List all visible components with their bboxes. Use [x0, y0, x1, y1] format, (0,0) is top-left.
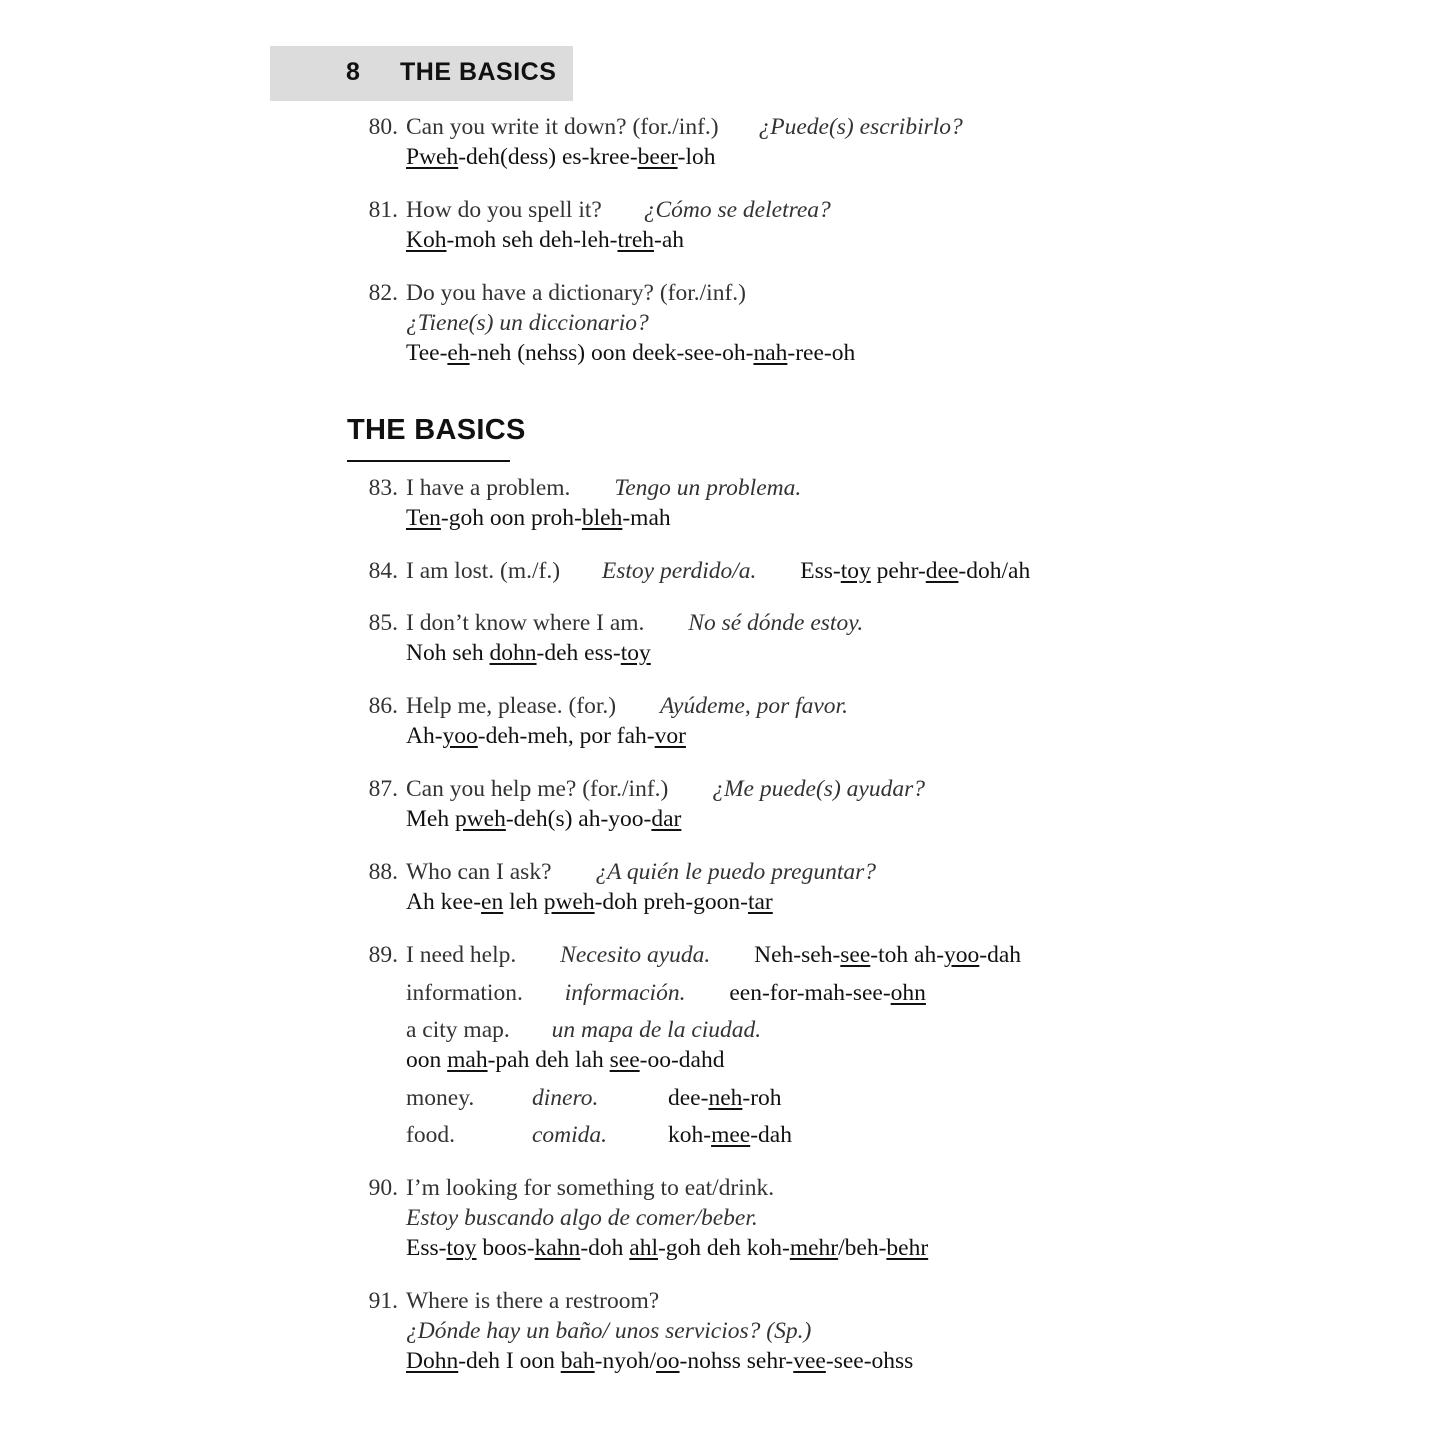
- entry-91: [368, 1286, 660, 1316]
- stressed-syllable: treh: [617, 227, 655, 253]
- pronunciation: Koh-moh seh deh-leh-treh-ah: [406, 227, 685, 253]
- english-phrase: Can you write it down? (for./inf.): [406, 114, 719, 140]
- stressed-syllable: tar: [747, 889, 773, 915]
- spanish-phrase: comida.: [532, 1122, 608, 1148]
- pronunciation-line: [406, 225, 684, 255]
- pronunciation: een-for-mah-see-ohn: [729, 980, 926, 1006]
- english-phrase: information.: [406, 980, 523, 1006]
- pronunciation-line: [406, 1045, 724, 1075]
- pronunciation: koh-mee-dah: [668, 1122, 792, 1148]
- entry-89: [368, 940, 1022, 970]
- stressed-syllable: behr: [886, 1235, 929, 1261]
- entry-85: [368, 608, 864, 638]
- pronunciation-line: [406, 1233, 928, 1263]
- spanish-phrase: ¿Tiene(s) un diccionario?: [406, 310, 649, 336]
- pronunciation: Neh-seh-see-toh ah-yoo-dah: [754, 942, 1022, 968]
- english-phrase: How do you spell it?: [406, 197, 602, 223]
- entry-number: 88.: [368, 859, 398, 885]
- spanish-phrase: ¿A quién le puedo preguntar?: [595, 859, 877, 885]
- pronunciation: Ess-toy boos-kahn-doh ahl-goh deh koh-mehr/beh-behr: [406, 1235, 929, 1261]
- stressed-syllable: Koh: [406, 227, 447, 253]
- pronunciation-line: [406, 338, 855, 368]
- section-heading: THE BASICS: [347, 414, 526, 446]
- entry-number: 83.: [368, 475, 398, 501]
- spanish-phrase: No sé dónde estoy.: [688, 610, 864, 636]
- spanish-phrase: un mapa de la ciudad.: [551, 1017, 762, 1043]
- entry-82: [368, 278, 746, 308]
- spanish-phrase: dinero.: [532, 1085, 599, 1111]
- spanish-line: [406, 1316, 811, 1346]
- entry-88: [368, 857, 877, 887]
- entry-number: 86.: [368, 693, 398, 719]
- heading-underline: [347, 460, 510, 462]
- stressed-syllable: see: [840, 942, 871, 968]
- spanish-phrase: Necesito ayuda.: [560, 942, 711, 968]
- spanish-phrase: ¿Dónde hay un baño/ unos servicios? (Sp.): [406, 1318, 812, 1344]
- entry-81: [368, 195, 831, 225]
- stressed-syllable: yoo: [944, 942, 980, 968]
- pronunciation: Meh pweh-deh(s) ah-yoo-dar: [406, 806, 682, 832]
- pronunciation: Ah-yoo-deh-meh, por fah-vor: [406, 723, 686, 749]
- stressed-syllable: dohn: [489, 640, 537, 666]
- spanish-phrase: Estoy perdido/a.: [601, 558, 757, 584]
- english-phrase: I’m looking for something to eat/drink.: [406, 1175, 775, 1201]
- stressed-syllable: eh: [447, 340, 470, 366]
- pronunciation: Pweh-deh(dess) es-kree-beer-loh: [406, 144, 716, 170]
- english-phrase: I am lost. (m./f.): [406, 558, 561, 584]
- entry-number: 89.: [368, 942, 398, 968]
- stressed-syllable: nah: [753, 340, 788, 366]
- stressed-syllable: Pweh: [406, 144, 459, 170]
- english-phrase: Where is there a restroom?: [406, 1288, 660, 1314]
- pronunciation: dee-neh-roh: [668, 1085, 782, 1111]
- stressed-syllable: dee: [925, 558, 959, 584]
- entry-87: [368, 774, 925, 804]
- stressed-syllable: vor: [654, 723, 686, 749]
- english-phrase: a city map.: [406, 1017, 510, 1043]
- entry-number: 87.: [368, 776, 398, 802]
- stressed-syllable: neh: [708, 1085, 743, 1111]
- page-number: 8: [346, 58, 360, 86]
- entry-80: [368, 112, 963, 142]
- entry-number: 84.: [368, 558, 398, 584]
- running-header-title: THE BASICS: [400, 58, 557, 86]
- stressed-syllable: see: [609, 1047, 640, 1073]
- entry-number: 82.: [368, 280, 398, 306]
- stressed-syllable: ohn: [890, 980, 926, 1006]
- english-phrase: Do you have a dictionary? (for./inf.): [406, 280, 746, 306]
- entry-86: [368, 691, 848, 721]
- stressed-syllable: dar: [651, 806, 682, 832]
- stressed-syllable: bah: [560, 1348, 595, 1374]
- stressed-syllable: vee: [793, 1348, 826, 1374]
- stressed-syllable: kahn: [534, 1235, 581, 1261]
- english-phrase: Who can I ask?: [406, 859, 552, 885]
- spanish-phrase: Tengo un problema.: [614, 475, 802, 501]
- english-phrase: Help me, please. (for.): [406, 693, 617, 719]
- entry-89-variant-money: [406, 1083, 782, 1113]
- english-phrase: I need help.: [406, 942, 517, 968]
- spanish-phrase: ¿Me puede(s) ayudar?: [712, 776, 925, 802]
- english-phrase: money.: [406, 1085, 475, 1111]
- pronunciation: Ten-goh oon proh-bleh-mah: [406, 505, 671, 531]
- entry-89-variant-city-map: [406, 1015, 761, 1045]
- pronunciation: Ah kee-en leh pweh-doh preh-goon-tar: [406, 889, 773, 915]
- entry-number: 85.: [368, 610, 398, 636]
- entry-90: [368, 1173, 775, 1203]
- stressed-syllable: toy: [840, 558, 871, 584]
- entry-number: 81.: [368, 197, 398, 223]
- running-header: [270, 46, 573, 101]
- english-phrase: food.: [406, 1122, 455, 1148]
- entry-84: [368, 556, 1031, 586]
- stressed-syllable: oo: [656, 1348, 680, 1374]
- stressed-syllable: mee: [711, 1122, 751, 1148]
- stressed-syllable: mah: [447, 1047, 488, 1073]
- spanish-phrase: información.: [564, 980, 686, 1006]
- pronunciation: Dohn-deh I oon bah-nyoh/oo-nohss sehr-vee-see-ohss: [406, 1348, 914, 1374]
- pronunciation: Tee-eh-neh (nehss) oon deek-see-oh-nah-ree-oh: [406, 340, 856, 366]
- stressed-syllable: bleh: [581, 505, 623, 531]
- spanish-line: [406, 308, 649, 338]
- spanish-phrase: ¿Puede(s) escribirlo?: [758, 114, 963, 140]
- english-phrase: I have a problem.: [406, 475, 571, 501]
- spanish-phrase: ¿Cómo se deletrea?: [643, 197, 831, 223]
- entry-89-variant-information: [406, 978, 926, 1008]
- pronunciation-line: [406, 887, 773, 917]
- entry-number: 90.: [368, 1175, 398, 1201]
- stressed-syllable: beer: [637, 144, 678, 170]
- pronunciation-line: [406, 1346, 913, 1376]
- entry-83: [368, 473, 802, 503]
- stressed-syllable: Dohn: [406, 1348, 459, 1374]
- stressed-syllable: ahl: [629, 1235, 658, 1261]
- stressed-syllable: pweh: [543, 889, 595, 915]
- pronunciation-line: [406, 638, 651, 668]
- stressed-syllable: yoo: [442, 723, 478, 749]
- stressed-syllable: toy: [620, 640, 651, 666]
- spanish-phrase: Estoy buscando algo de comer/beber.: [406, 1205, 758, 1231]
- spanish-line: [406, 1203, 758, 1233]
- pronunciation: oon mah-pah deh lah see-oo-dahd: [406, 1047, 725, 1073]
- english-phrase: I don’t know where I am.: [406, 610, 645, 636]
- spanish-phrase: Ayúdeme, por favor.: [660, 693, 848, 719]
- english-phrase: Can you help me? (for./inf.): [406, 776, 669, 802]
- pronunciation-line: [406, 804, 681, 834]
- pronunciation-line: [406, 142, 715, 172]
- stressed-syllable: pweh: [454, 806, 506, 832]
- pronunciation: Ess-toy pehr-dee-doh/ah: [800, 558, 1031, 584]
- pronunciation-line: [406, 721, 686, 751]
- stressed-syllable: Ten: [406, 505, 441, 531]
- entry-number: 80.: [368, 114, 398, 140]
- pronunciation-line: [406, 503, 671, 533]
- pronunciation: Noh seh dohn-deh ess-toy: [406, 640, 651, 666]
- entry-number: 91.: [368, 1288, 398, 1314]
- stressed-syllable: en: [481, 889, 504, 915]
- entry-89-variant-food: [406, 1120, 792, 1150]
- stressed-syllable: mehr: [789, 1235, 839, 1261]
- stressed-syllable: toy: [446, 1235, 477, 1261]
